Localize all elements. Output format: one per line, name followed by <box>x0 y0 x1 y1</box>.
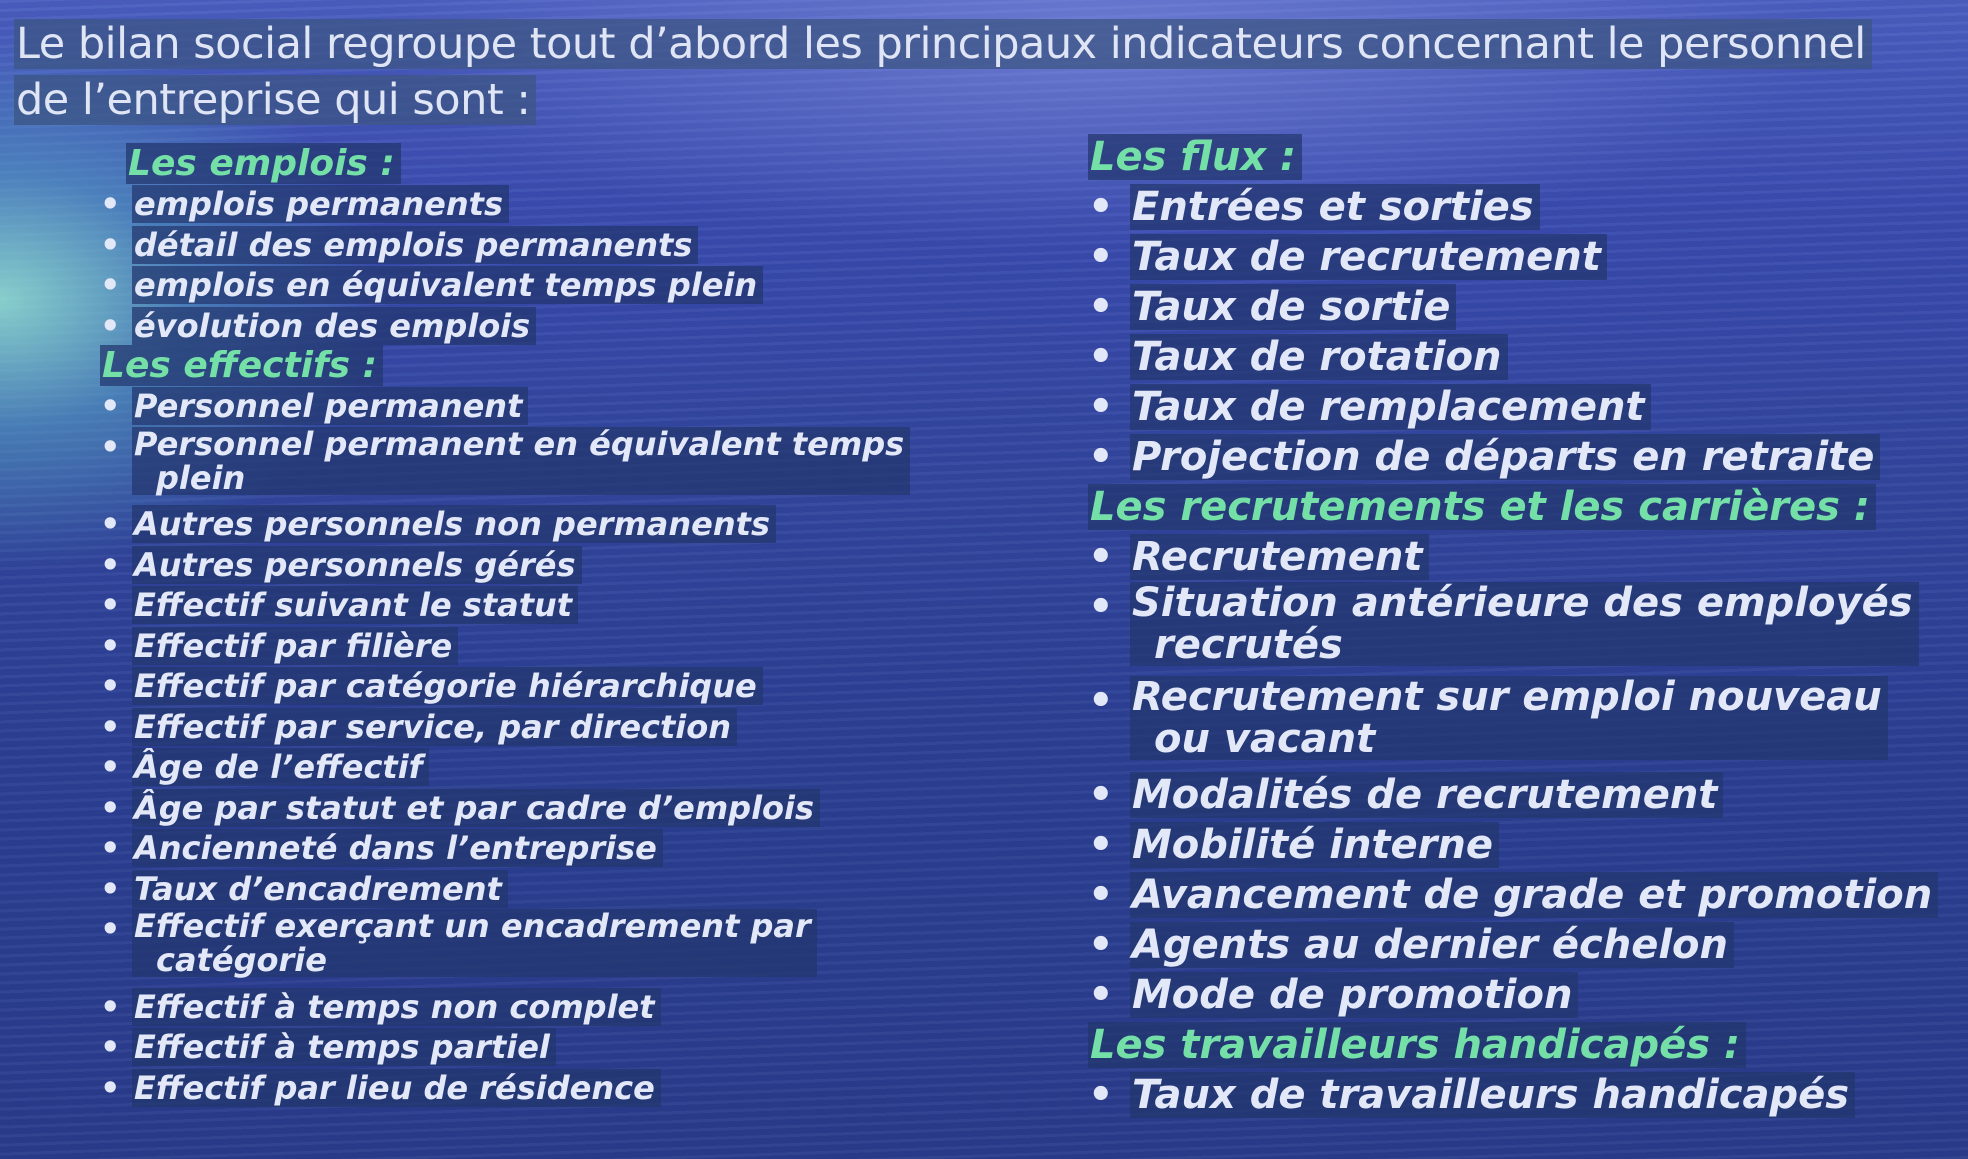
section-title-emplois: Les emplois : <box>126 144 890 184</box>
intro-text: Le bilan social regroupe tout d’abord les principaux indicateurs concernant le personnel de l’entreprise qui sont : <box>14 19 1872 125</box>
list-item: • Mobilité interne <box>1088 820 1948 870</box>
right-column <box>1088 132 1948 1120</box>
list-item: • Projection de départs en retraite <box>1088 432 1948 482</box>
list-item: • Avancement de grade et promotion <box>1088 870 1948 920</box>
list-item: • Âge par statut et par cadre d’emplois <box>100 788 890 829</box>
list-item: • Taux de rotation <box>1088 332 1948 382</box>
section-title-handicapes: Les travailleurs handicapés : <box>1088 1020 1948 1070</box>
list-item: • Taux de travailleurs handicapés <box>1088 1070 1948 1120</box>
list-item: • Mode de promotion <box>1088 970 1948 1020</box>
list-item: • Effectif par catégorie hiérarchique <box>100 666 890 707</box>
list-handicapes <box>1088 1070 1948 1120</box>
list-item: • Effectif par lieu de résidence <box>100 1068 890 1109</box>
list-item: • Effectif exerçant un encadrement par catégorie <box>100 909 890 987</box>
list-item: • Entrées et sorties <box>1088 182 1948 232</box>
list-item: • Taux de recrutement <box>1088 232 1948 282</box>
section-title-flux: Les flux : <box>1088 132 1948 182</box>
list-item: • Recrutement <box>1088 532 1948 582</box>
list-item: • Personnel permanent en équivalent temps plein <box>100 427 890 505</box>
left-column <box>100 143 905 1108</box>
list-item: • Taux de sortie <box>1088 282 1948 332</box>
list-item: • Âge de l’effectif <box>100 747 890 788</box>
list-recrutements <box>1088 532 1948 1020</box>
list-item: • Modalités de recrutement <box>1088 770 1948 820</box>
list-item: • Effectif par filière <box>100 626 890 667</box>
list-item: • Effectif par service, par direction <box>100 707 890 748</box>
list-item: • Autres personnels non permanents <box>100 504 890 545</box>
list-item: • Effectif à temps non complet <box>100 987 890 1028</box>
list-emplois <box>100 184 890 346</box>
section-title-effectifs: Les effectifs : <box>100 346 890 386</box>
list-item: • emplois permanents <box>100 184 890 225</box>
intro-paragraph <box>14 16 1894 128</box>
list-item: • Recrutement sur emploi nouveau ou vacant <box>1088 676 1948 770</box>
list-item: • Effectif suivant le statut <box>100 585 890 626</box>
list-item: • Autres personnels gérés <box>100 545 890 586</box>
list-item: • détail des emplois permanents <box>100 225 890 266</box>
section-title-recrutements: Les recrutements et les carrières : <box>1088 482 1948 532</box>
list-item: • emplois en équivalent temps plein <box>100 265 890 306</box>
list-item: • évolution des emplois <box>100 306 890 347</box>
list-flux <box>1088 182 1948 482</box>
list-item: • Personnel permanent <box>100 386 890 427</box>
list-item: • Agents au dernier échelon <box>1088 920 1948 970</box>
list-item: • Taux de remplacement <box>1088 382 1948 432</box>
list-item: • Situation antérieure des employés recrutés <box>1088 582 1948 676</box>
list-effectifs <box>100 386 905 1108</box>
list-item: • Ancienneté dans l’entreprise <box>100 828 890 869</box>
list-item: • Effectif à temps partiel <box>100 1027 890 1068</box>
list-item: • Taux d’encadrement <box>100 869 890 910</box>
